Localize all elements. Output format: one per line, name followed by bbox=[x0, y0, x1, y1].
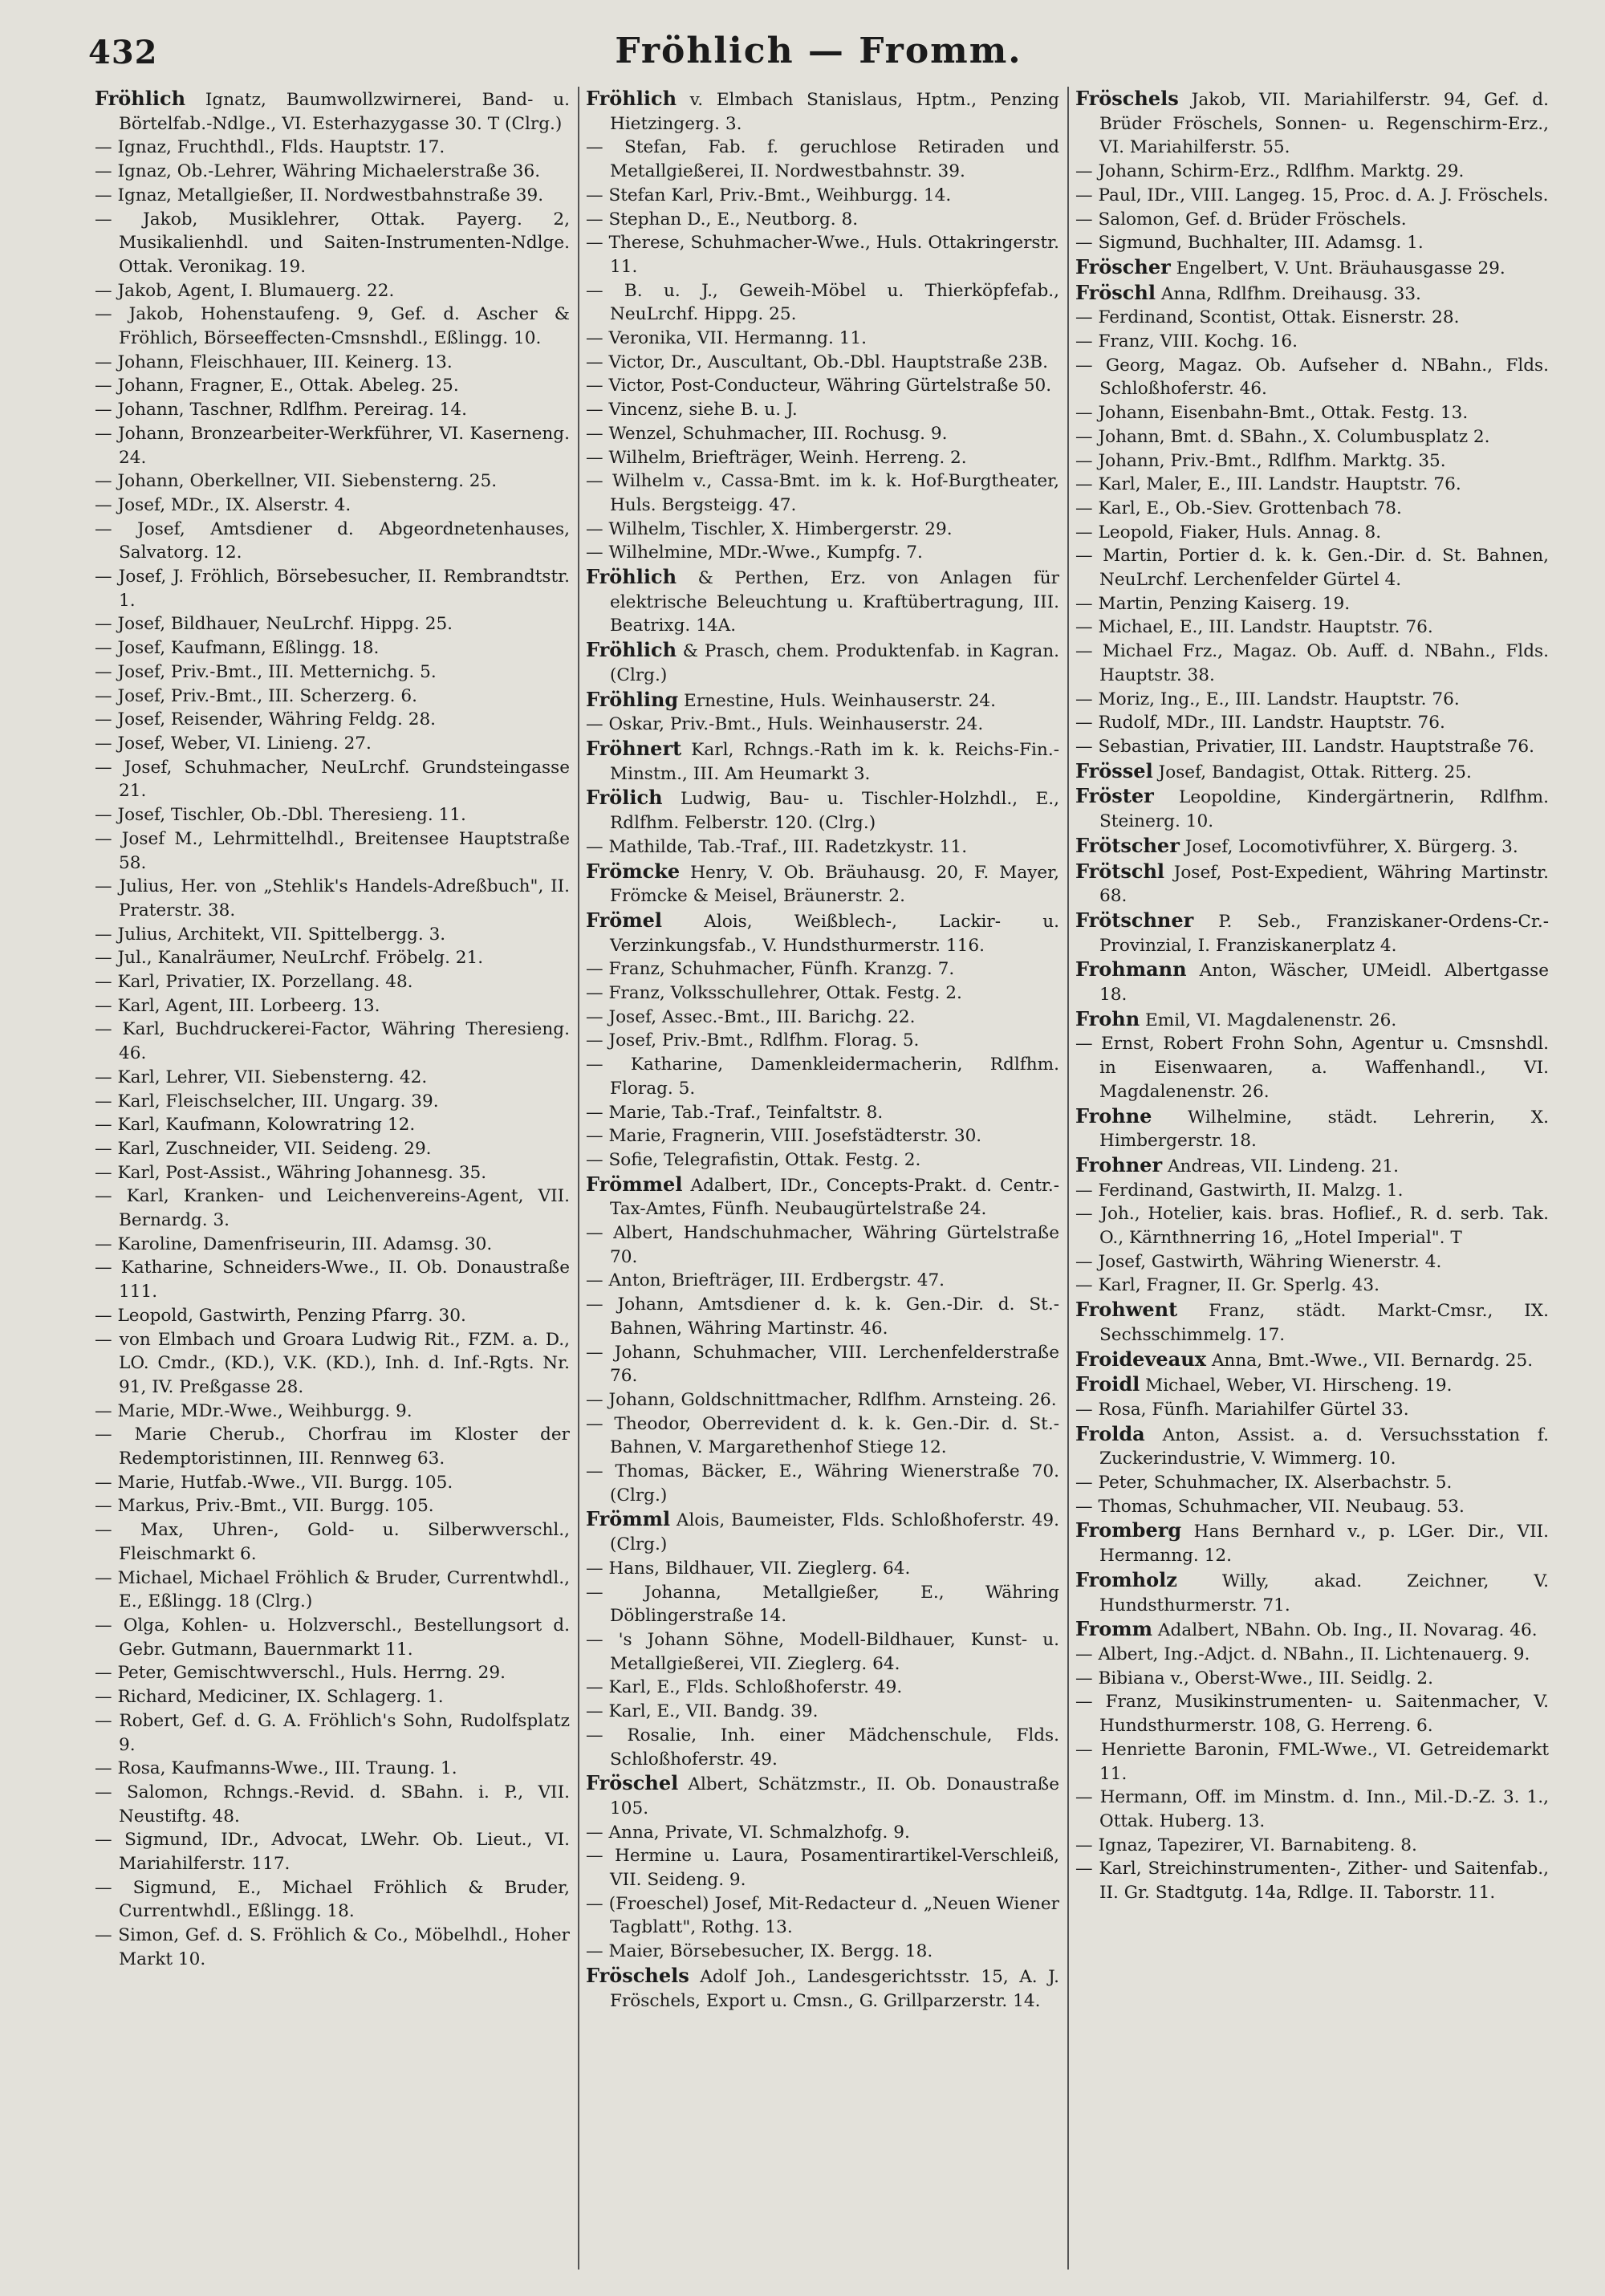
directory-entry: — Anna, Private, VI. Schmalzhofg. 9. bbox=[586, 1822, 910, 1843]
directory-entry: — Jul., Kanalräumer, NeuLrchf. Fröbelg. 21. bbox=[95, 948, 484, 969]
directory-entry: — Jakob, Agent, I. Blumauerg. 22. bbox=[95, 280, 395, 301]
directory-columns bbox=[88, 87, 1557, 2270]
directory-entry: — Richard, Mediciner, IX. Schlagerg. 1. bbox=[95, 1687, 444, 1708]
directory-entry: — Johann, Taschner, Rdlfhm. Pereirag. 14. bbox=[95, 400, 468, 421]
directory-entry: — Albert, Handschuhmacher, Währing Gürtelstraße 70. bbox=[586, 1223, 1059, 1267]
directory-entry: — Johann, Priv.-Bmt., Rdlfhm. Marktg. 35. bbox=[1075, 450, 1446, 471]
directory-entry: — Josef, MDr., IX. Alserstr. 4. bbox=[95, 494, 351, 515]
directory-entry: — Karl, Buchdruckerei-Factor, Währing Theresieng. 46. bbox=[95, 1019, 570, 1064]
directory-entry: Frömml Alois, Baumeister, Flds. Schloßhoferstr. 49. (Clrg.) bbox=[586, 1507, 1059, 1555]
directory-entry: — Franz, Volksschullehrer, Ottak. Festg. 2. bbox=[586, 983, 962, 1004]
directory-entry: — Markus, Priv.-Bmt., VII. Burgg. 105. bbox=[95, 1496, 434, 1517]
directory-entry: — Peter, Schuhmacher, IX. Alserbachstr. 5. bbox=[1075, 1473, 1453, 1493]
directory-entry: — Leopold, Gastwirth, Penzing Pfarrg. 30. bbox=[95, 1305, 466, 1326]
directory-entry: — Josef, Reisender, Währing Feldg. 28. bbox=[95, 709, 437, 730]
directory-entry: — (Froeschel) Josef, Mit-Redacteur d. „Neuen Wiener Tagblatt", Rothg. 13. bbox=[586, 1893, 1059, 1938]
directory-entry: Frömcke Henry, V. Ob. Bräuhausg. 20, F. Mayer, Frömcke & Meisel, Bräunerstr. 2. bbox=[586, 859, 1059, 907]
directory-entry: — Sigmund, IDr., Advocat, LWehr. Ob. Lieut., VI. Mariahilferstr. 117. bbox=[95, 1830, 570, 1875]
directory-entry: — Stefan, Fab. f. geruchlose Retiraden und Metallgießerei, II. Nordwestbahnstr. 39. bbox=[586, 137, 1059, 182]
directory-entry: Froidl Michael, Weber, VI. Hirscheng. 19. bbox=[1075, 1372, 1453, 1396]
directory-entry: — Jakob, Musiklehrer, Ottak. Payerg. 2, Musikalienhdl. und Saiten-Instrumenten-Ndlge. Ottak. Veronikag. 19. bbox=[95, 209, 570, 277]
directory-entry: — Marie, Tab.-Traf., Teinfaltstr. 8. bbox=[586, 1102, 884, 1123]
directory-entry: Frohwent Franz, städt. Markt-Cmsr., IX. Sechsschimmelg. 17. bbox=[1075, 1298, 1549, 1345]
directory-entry: — Peter, Gemischtwverschl., Huls. Herrng. 29. bbox=[95, 1663, 506, 1684]
directory-entry: — Sigmund, Buchhalter, III. Adamsg. 1. bbox=[1075, 233, 1424, 254]
directory-entry: Fröhling Ernestine, Huls. Weinhauserstr. 24. bbox=[586, 687, 997, 711]
column-left bbox=[88, 87, 578, 2270]
directory-entry: — Henriette Baronin, FML-Wwe., VI. Getreidemarkt 11. bbox=[1075, 1739, 1549, 1784]
directory-entry: — B. u. J., Geweih-Möbel u. Thierköpfefab., NeuLrchf. Hippg. 25. bbox=[586, 280, 1059, 325]
directory-entry: Fromberg Hans Bernhard v., p. LGer. Dir., VII. Hermanng. 12. bbox=[1075, 1518, 1549, 1567]
directory-entry: Frohne Wilhelmine, städt. Lehrerin, X. Himbergerstr. 18. bbox=[1075, 1103, 1549, 1152]
directory-entry: — Marie, Fragnerin, VIII. Josefstädterstr. 30. bbox=[586, 1126, 982, 1147]
directory-entry: Frötschner P. Seb., Franziskaner-Ordens-Cr.-Provinzial, I. Franziskanerplatz 4. bbox=[1075, 908, 1549, 956]
directory-entry: — Johann, Fragner, E., Ottak. Abeleg. 25. bbox=[95, 376, 459, 396]
page-title: Fröhlich — Fromm. bbox=[615, 30, 1022, 71]
directory-entry: — Katharine, Schneiders-Wwe., II. Ob. Donaustraße 111. bbox=[95, 1258, 570, 1302]
directory-entry: — Karl, Agent, III. Lorbeerg. 13. bbox=[95, 995, 380, 1016]
directory-entry: — Johann, Amtsdiener d. k. k. Gen.-Dir. d. St.-Bahnen, Währing Martinstr. 46. bbox=[586, 1294, 1059, 1339]
directory-entry: — Michael, E., III. Landstr. Hauptstr. 76. bbox=[1075, 617, 1433, 638]
directory-entry: Frohmann Anton, Wäscher, UMeidl. Albertgasse 18. bbox=[1075, 957, 1549, 1006]
directory-entry: Frohner Andreas, VII. Lindeng. 21. bbox=[1075, 1152, 1400, 1176]
directory-entry: — Salomon, Gef. d. Brüder Fröschels. bbox=[1075, 209, 1407, 230]
directory-entry: — Ernst, Robert Frohn Sohn, Agentur u. Cmsnshdl. in Eisenwaaren, a. Waffenhandl., VI. Magdalenenstr. 26. bbox=[1075, 1034, 1549, 1102]
directory-entry: — Salomon, Rchngs.-Revid. d. SBahn. i. P., VII. Neustiftg. 48. bbox=[95, 1782, 570, 1827]
column-right bbox=[1067, 87, 1557, 2270]
page-header bbox=[88, 30, 1549, 79]
directory-entry: — Josef, Gastwirth, Währing Wienerstr. 4. bbox=[1075, 1251, 1442, 1272]
directory-entry: — Josef, Weber, VI. Linieng. 27. bbox=[95, 733, 372, 754]
directory-entry: — Michael, Michael Fröhlich & Bruder, Currentwhdl., E., Eßlingg. 18 (Clrg.) bbox=[95, 1567, 570, 1612]
directory-entry: — Johann, Schirm-Erz., Rdlfhm. Marktg. 29. bbox=[1075, 161, 1465, 182]
directory-entry: — Ignaz, Metallgießer, II. Nordwestbahnstraße 39. bbox=[95, 185, 544, 205]
directory-entry: — Moriz, Ing., E., III. Landstr. Hauptstr. 76. bbox=[1075, 689, 1460, 709]
directory-entry: Fröscher Engelbert, V. Unt. Bräuhausgasse 29. bbox=[1075, 254, 1505, 278]
directory-entry: Fröschl Anna, Rdlfhm. Dreihausg. 33. bbox=[1075, 280, 1421, 304]
directory-entry: — Karl, Privatier, IX. Porzellang. 48. bbox=[95, 972, 413, 993]
directory-entry: — Rosa, Kaufmanns-Wwe., III. Traung. 1. bbox=[95, 1758, 457, 1779]
directory-entry: Fromm Adalbert, NBahn. Ob. Ing., II. Novarag. 46. bbox=[1075, 1617, 1538, 1641]
column-middle bbox=[578, 87, 1067, 2270]
directory-entry: — Karl, Streichinstrumenten-, Zither- und Saitenfab., II. Gr. Stadtgutg. 14a, Rdlge. II. Taborstr. 11. bbox=[1075, 1859, 1549, 1904]
directory-entry: Frötschl Josef, Post-Expedient, Währing Martinstr. 68. bbox=[1075, 859, 1549, 907]
directory-entry: — Karl, Lehrer, VII. Siebensterng. 42. bbox=[95, 1067, 428, 1087]
directory-entry: — Karl, Fleischselcher, III. Ungarg. 39. bbox=[95, 1091, 439, 1111]
directory-entry: — Veronika, VII. Hermanng. 11. bbox=[586, 328, 868, 349]
directory-entry: Frötscher Josef, Locomotivführer, X. Bürgerg. 3. bbox=[1075, 833, 1518, 857]
directory-entry: — Katharine, Damenkleidermacherin, Rdlfhm. Florag. 5. bbox=[586, 1055, 1059, 1099]
directory-entry: Fröhlich Ignatz, Baumwollzwirnerei, Band- u. Börtelfab.-Ndlge., VI. Esterhazygasse 30. T (Clrg.) bbox=[95, 87, 570, 134]
directory-entry: — Josef, Amtsdiener d. Abgeordnetenhauses, Salvatorg. 12. bbox=[95, 518, 570, 563]
directory-entry: — Johann, Oberkellner, VII. Siebensterng. 25. bbox=[95, 471, 498, 492]
directory-entry: — Wilhelmine, MDr.-Wwe., Kumpfg. 7. bbox=[586, 543, 923, 563]
directory-entry: Frössel Josef, Bandagist, Ottak. Ritterg. 25. bbox=[1075, 758, 1472, 782]
directory-entry: Fromholz Willy, akad. Zeichner, V. Hundsthurmerstr. 71. bbox=[1075, 1567, 1549, 1615]
directory-entry: — Johann, Bmt. d. SBahn., X. Columbusplatz 2. bbox=[1075, 426, 1490, 447]
directory-entry: — Ferdinand, Gastwirth, II. Malzg. 1. bbox=[1075, 1180, 1404, 1201]
directory-entry: Froideveaux Anna, Bmt.-Wwe., VII. Bernardg. 25. bbox=[1075, 1347, 1534, 1371]
directory-entry: — Josef, Priv.-Bmt., III. Metternichg. 5. bbox=[95, 661, 437, 682]
directory-entry: — Josef, Schuhmacher, NeuLrchf. Grundsteingasse 21. bbox=[95, 757, 570, 802]
directory-entry: — Therese, Schuhmacher-Wwe., Huls. Ottakringerstr. 11. bbox=[586, 233, 1059, 277]
directory-entry: — Julius, Her. von „Stehlik's Handels-Adreßbuch", II. Praterstr. 38. bbox=[95, 876, 570, 920]
directory-entry: — Karl, E., VII. Bandg. 39. bbox=[586, 1701, 819, 1722]
directory-entry: — 's Johann Söhne, Modell-Bildhauer, Kunst- u. Metallgießerei, VII. Zieglerg. 64. bbox=[586, 1630, 1059, 1674]
directory-entry: — Johann, Schuhmacher, VIII. Lerchenfelderstraße 76. bbox=[586, 1342, 1059, 1387]
directory-entry: — Ignaz, Fruchthdl., Flds. Hauptstr. 17. bbox=[95, 137, 445, 158]
directory-entry: — Josef, Tischler, Ob.-Dbl. Theresieng. 11. bbox=[95, 805, 466, 826]
directory-entry: — Stefan Karl, Priv.-Bmt., Weihburgg. 14. bbox=[586, 185, 952, 205]
directory-entry: — Josef, Priv.-Bmt., Rdlfhm. Florag. 5. bbox=[586, 1030, 920, 1051]
directory-entry: — Karoline, Damenfriseurin, III. Adamsg. 30. bbox=[95, 1233, 493, 1254]
directory-entry: — Julius, Architekt, VII. Spittelbergg. 3. bbox=[95, 924, 446, 945]
directory-entry: Fröhlich & Prasch, chem. Produktenfab. in Kagran. (Clrg.) bbox=[586, 638, 1059, 685]
directory-entry: — Martin, Portier d. k. k. Gen.-Dir. d. St. Bahnen, NeuLrchf. Lerchenfelder Gürtel 4. bbox=[1075, 546, 1549, 591]
directory-entry: Fröschel Albert, Schätzmstr., II. Ob. Donaustraße 105. bbox=[586, 1771, 1059, 1819]
directory-entry: — Jakob, Hohenstaufeng. 9, Gef. d. Ascher & Fröhlich, Börseeffecten-Cmsnshdl., Eßlingg. 10. bbox=[95, 304, 570, 349]
directory-entry: — Anton, Briefträger, III. Erdbergstr. 47. bbox=[586, 1270, 945, 1291]
directory-entry: — Rosa, Fünfh. Mariahilfer Gürtel 33. bbox=[1075, 1399, 1409, 1420]
directory-entry: — Sebastian, Privatier, III. Landstr. Hauptstraße 76. bbox=[1075, 736, 1534, 757]
directory-entry: — Thomas, Schuhmacher, VII. Neubaug. 53. bbox=[1075, 1496, 1465, 1517]
directory-entry: — Thomas, Bäcker, E., Währing Wienerstraße 70. (Clrg.) bbox=[586, 1461, 1059, 1506]
directory-entry: — Ignaz, Tapezirer, VI. Barnabiteng. 8. bbox=[1075, 1835, 1417, 1855]
directory-entry: Frömel Alois, Weißblech-, Lackir- u. Verzinkungsfab., V. Hundsthurmerstr. 116. bbox=[586, 908, 1059, 956]
directory-entry: — Maier, Börsebesucher, IX. Bergg. 18. bbox=[586, 1941, 933, 1962]
directory-entry: Frölich Ludwig, Bau- u. Tischler-Holzhdl., E., Rdlfhm. Felberstr. 120. (Clrg.) bbox=[586, 786, 1059, 834]
directory-entry: — Franz, Schuhmacher, Fünfh. Kranzg. 7. bbox=[586, 959, 955, 980]
directory-entry: — Wilhelm v., Cassa-Bmt. im k. k. Hof-Burgtheater, Huls. Bergsteigg. 47. bbox=[586, 471, 1059, 515]
directory-entry: Fröhnert Karl, Rchngs.-Rath im k. k. Reichs-Fin.-Minstm., III. Am Heumarkt 3. bbox=[586, 736, 1059, 784]
directory-entry: — Theodor, Oberrevident d. k. k. Gen.-Dir. d. St.-Bahnen, V. Margarethenhof Stiege 12. bbox=[586, 1413, 1059, 1458]
directory-entry: — Wilhelm, Tischler, X. Himbergerstr. 29. bbox=[586, 518, 953, 539]
directory-entry: — Ignaz, Ob.-Lehrer, Währing Michaelerstraße 36. bbox=[95, 161, 541, 182]
directory-entry: — Martin, Penzing Kaiserg. 19. bbox=[1075, 593, 1351, 614]
directory-entry: — Johann, Fleischhauer, III. Keinerg. 13. bbox=[95, 352, 453, 372]
directory-entry: — Max, Uhren-, Gold- u. Silberwverschl., Fleischmarkt 6. bbox=[95, 1520, 570, 1564]
directory-entry: — Ferdinand, Scontist, Ottak. Eisnerstr. 28. bbox=[1075, 307, 1460, 328]
directory-entry: — Josef, Priv.-Bmt., III. Scherzerg. 6. bbox=[95, 685, 417, 706]
directory-entry: — Hermann, Off. im Minstm. d. Inn., Mil.-D.-Z. 3. 1., Ottak. Huberg. 13. bbox=[1075, 1787, 1549, 1831]
directory-entry: — Hermine u. Laura, Posamentirartikel-Verschleiß, VII. Seideng. 9. bbox=[586, 1846, 1059, 1891]
directory-entry: Frolda Anton, Assist. a. d. Versuchsstation f. Zuckerindustrie, V. Wimmerg. 10. bbox=[1075, 1421, 1549, 1469]
directory-entry: Fröhlich & Perthen, Erz. von Anlagen für elektrische Beleuchtung u. Kraftübertragung, III. Beatrixg. 14A. bbox=[586, 565, 1059, 636]
directory-entry: Fröhlich v. Elmbach Stanislaus, Hptm., Penzing Hietzingerg. 3. bbox=[586, 87, 1059, 134]
directory-entry: — Wenzel, Schuhmacher, III. Rochusg. 9. bbox=[586, 423, 948, 444]
directory-entry: — Johann, Bronzearbeiter-Werkführer, VI. Kaserneng. 24. bbox=[95, 423, 570, 468]
directory-entry: — Rudolf, MDr., III. Landstr. Hauptstr. 76. bbox=[1075, 713, 1445, 734]
directory-entry: — Johann, Goldschnittmacher, Rdlfhm. Arnsteing. 26. bbox=[586, 1389, 1057, 1410]
directory-entry: — Karl, Kaufmann, Kolowratring 12. bbox=[95, 1115, 416, 1136]
directory-entry: — Albert, Ing.-Adjct. d. NBahn., II. Lichtenauerg. 9. bbox=[1075, 1644, 1530, 1664]
directory-entry: — Victor, Post-Conducteur, Währing Gürtelstraße 50. bbox=[586, 376, 1052, 396]
directory-entry: — Franz, VIII. Kochg. 16. bbox=[1075, 331, 1298, 352]
directory-entry: — Karl, Post-Assist., Währing Johannesg. 35. bbox=[95, 1162, 487, 1183]
directory-entry: — Sofie, Telegrafistin, Ottak. Festg. 2. bbox=[586, 1149, 921, 1170]
directory-entry: — Leopold, Fiaker, Huls. Annag. 8. bbox=[1075, 522, 1382, 543]
directory-entry: — Karl, Zuschneider, VII. Seideng. 29. bbox=[95, 1138, 432, 1159]
directory-entry: — Josef M., Lehrmittelhdl., Breitensee Hauptstraße 58. bbox=[95, 828, 570, 873]
directory-entry: — Rosalie, Inh. einer Mädchenschule, Flds. Schloßhoferstr. 49. bbox=[586, 1725, 1059, 1770]
directory-entry: — Hans, Bildhauer, VII. Zieglerg. 64. bbox=[586, 1558, 911, 1579]
directory-entry: — Karl, Fragner, II. Gr. Sperlg. 43. bbox=[1075, 1275, 1380, 1296]
directory-entry: — Oskar, Priv.-Bmt., Huls. Weinhauserstr. 24. bbox=[586, 714, 984, 735]
directory-entry: Frohn Emil, VI. Magdalenenstr. 26. bbox=[1075, 1006, 1397, 1030]
directory-entry: — Sigmund, E., Michael Fröhlich & Bruder, Currentwhdl., Eßlingg. 18. bbox=[95, 1877, 570, 1922]
directory-entry: — Robert, Gef. d. G. A. Fröhlich's Sohn, Rudolfsplatz 9. bbox=[95, 1710, 570, 1755]
directory-entry: — Victor, Dr., Auscultant, Ob.-Dbl. Hauptstraße 23B. bbox=[586, 352, 1049, 372]
directory-entry: — Marie Cherub., Chorfrau im Kloster der Redemptoristinnen, III. Rennweg 63. bbox=[95, 1424, 570, 1469]
directory-entry: — Joh., Hotelier, kais. bras. Hoflief., R. d. serb. Tak. O., Kärnthnerring 16, „Hotel Imperial". T bbox=[1075, 1204, 1549, 1249]
directory-entry: — Josef, Kaufmann, Eßlingg. 18. bbox=[95, 638, 380, 659]
directory-entry: — Stephan D., E., Neutborg. 8. bbox=[586, 209, 859, 230]
directory-entry: — Paul, IDr., VIII. Langeg. 15, Proc. d. A. J. Fröschels. bbox=[1075, 185, 1549, 205]
directory-entry: — Johann, Eisenbahn-Bmt., Ottak. Festg. 13. bbox=[1075, 403, 1469, 424]
directory-entry: — Karl, E., Flds. Schloßhoferstr. 49. bbox=[586, 1677, 903, 1698]
directory-entry: — Bibiana v., Oberst-Wwe., III. Seidlg. 2. bbox=[1075, 1668, 1433, 1688]
directory-entry: — Wilhelm, Briefträger, Weinh. Herreng. 2. bbox=[586, 447, 967, 468]
directory-entry: Fröschels Jakob, VII. Mariahilferstr. 94, Gef. d. Brüder Fröschels, Sonnen- u. Regenschirm-Erz., VI. Mariahilferstr. 55. bbox=[1075, 87, 1549, 158]
directory-entry: — Marie, Hutfab.-Wwe., VII. Burgg. 105. bbox=[95, 1472, 453, 1493]
directory-entry: — Michael Frz., Magaz. Ob. Auff. d. NBahn., Flds. Hauptstr. 38. bbox=[1075, 641, 1549, 685]
directory-entry: — Karl, E., Ob.-Siev. Grottenbach 78. bbox=[1075, 498, 1402, 518]
directory-entry: — Josef, Assec.-Bmt., III. Barichg. 22. bbox=[586, 1006, 916, 1027]
directory-entry: — von Elmbach und Groara Ludwig Rit., FZM. a. D., LO. Cmdr., (KD.), V.K. (KD.), Inh. d. Inf.-Rgts. Nr. 91, IV. Preßgasse 28. bbox=[95, 1329, 570, 1397]
directory-entry: — Karl, Maler, E., III. Landstr. Hauptstr. 76. bbox=[1075, 474, 1461, 495]
directory-entry: — Olga, Kohlen- u. Holzverschl., Bestellungsort d. Gebr. Gutmann, Bauernmarkt 11. bbox=[95, 1615, 570, 1660]
directory-entry: — Simon, Gef. d. S. Fröhlich & Co., Möbelhdl., Hoher Markt 10. bbox=[95, 1925, 570, 1969]
directory-entry: — Karl, Kranken- und Leichenvereins-Agent, VII. Bernardg. 3. bbox=[95, 1186, 570, 1231]
directory-entry: — Marie, MDr.-Wwe., Weihburgg. 9. bbox=[95, 1400, 412, 1421]
directory-entry: Fröschels Adolf Joh., Landesgerichtsstr. 15, A. J. Fröschels, Export u. Cmsn., G. Grillparzerstr. 14. bbox=[586, 1963, 1059, 2011]
directory-entry: — Josef, J. Fröhlich, Börsebesucher, II. Rembrandtstr. 1. bbox=[95, 567, 570, 611]
directory-entry: — Johanna, Metallgießer, E., Währing Döblingerstraße 14. bbox=[586, 1582, 1059, 1627]
page-number: 432 bbox=[88, 34, 158, 71]
directory-entry: — Vincenz, siehe B. u. J. bbox=[586, 400, 798, 421]
directory-entry: Frömmel Adalbert, IDr., Concepts-Prakt. d. Centr.-Tax-Amtes, Fünfh. Neubaugürtelstraße 24. bbox=[586, 1172, 1059, 1220]
directory-entry: Fröster Leopoldine, Kindergärtnerin, Rdlfhm. Steinerg. 10. bbox=[1075, 784, 1549, 832]
directory-entry: — Franz, Musikinstrumenten- u. Saitenmacher, V. Hundsthurmerstr. 108, G. Herreng. 6. bbox=[1075, 1692, 1549, 1737]
directory-entry: — Mathilde, Tab.-Traf., III. Radetzkystr. 11. bbox=[586, 836, 968, 857]
directory-entry: — Georg, Magaz. Ob. Aufseher d. NBahn., Flds. Schloßhoferstr. 46. bbox=[1075, 355, 1549, 400]
directory-entry: — Josef, Bildhauer, NeuLrchf. Hippg. 25. bbox=[95, 614, 453, 635]
